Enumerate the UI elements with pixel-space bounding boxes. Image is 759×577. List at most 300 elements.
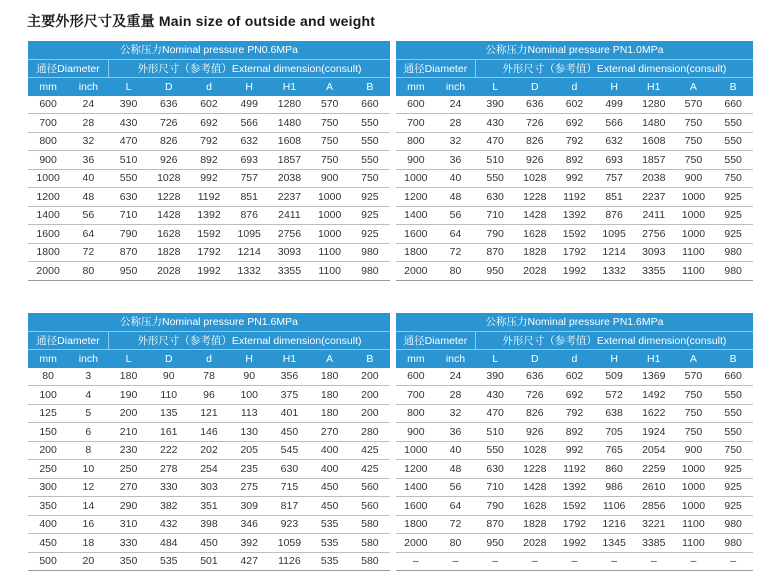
table-cell: 1400	[396, 206, 436, 225]
table-cell: –	[436, 552, 476, 571]
table-row	[28, 552, 390, 571]
table-cell: 1369	[634, 368, 674, 386]
table-cell: 750	[674, 423, 714, 442]
column-header: H1	[269, 350, 309, 368]
table-cell: 210	[108, 423, 148, 442]
column-header: B	[713, 350, 753, 368]
table-cell: 925	[713, 460, 753, 479]
table-cell: 950	[108, 262, 148, 281]
table-cell: 925	[713, 497, 753, 516]
table-cell: 1000	[396, 441, 436, 460]
column-header: mm	[396, 350, 436, 368]
table-pn16-large	[396, 313, 753, 571]
table-cell: 710	[475, 478, 515, 497]
table-cell: 630	[475, 460, 515, 479]
table-cell: 3355	[634, 262, 674, 281]
column-header: mm	[396, 78, 436, 96]
table-cell: 430	[475, 114, 515, 133]
table-cell: 425	[350, 441, 390, 460]
table-row	[28, 368, 390, 386]
table-cell: 925	[350, 206, 390, 225]
table-cell: 24	[68, 96, 108, 114]
table-cell: 630	[269, 460, 309, 479]
table-cell: 992	[555, 169, 595, 188]
table-row	[28, 386, 390, 405]
table-cell: 790	[475, 225, 515, 244]
table-cell: 510	[108, 151, 148, 170]
table-cell: 630	[108, 188, 148, 207]
table-cell: 566	[594, 114, 634, 133]
table-cell: 20	[68, 552, 108, 571]
table-row	[396, 188, 753, 207]
column-header: mm	[28, 78, 68, 96]
table-cell: 1192	[189, 188, 229, 207]
table-cell: 1428	[149, 206, 189, 225]
table-cell: 470	[108, 132, 148, 151]
table-cell: 757	[229, 169, 269, 188]
table-row	[396, 552, 753, 571]
table-cell: 980	[350, 243, 390, 262]
table-cell: 992	[555, 441, 595, 460]
table-cell: 1000	[674, 225, 714, 244]
table-cell: 200	[350, 404, 390, 423]
table-cell: 580	[350, 515, 390, 534]
table-cell: 280	[350, 423, 390, 442]
table-cell: 726	[149, 114, 189, 133]
table-cell: –	[475, 552, 515, 571]
table-cell: 390	[475, 368, 515, 386]
table-cell: 1480	[634, 114, 674, 133]
table-cell: 346	[229, 515, 269, 534]
table-cell: 800	[28, 132, 68, 151]
table-cell: 200	[108, 404, 148, 423]
column-header: B	[350, 78, 390, 96]
table-row	[396, 423, 753, 442]
table-cell: 1100	[674, 243, 714, 262]
table-cell: 550	[713, 386, 753, 405]
table-cell: 3355	[269, 262, 309, 281]
table-row	[28, 262, 390, 281]
table-cell: 660	[713, 368, 753, 386]
table-cell: 560	[350, 497, 390, 516]
table-cell: 1428	[515, 206, 555, 225]
table-cell: 1000	[396, 169, 436, 188]
table-cell: 900	[674, 169, 714, 188]
table-row	[396, 386, 753, 405]
table-cell: 350	[108, 552, 148, 571]
table-cell: 180	[108, 368, 148, 386]
table-row	[28, 206, 390, 225]
column-header: H1	[634, 78, 674, 96]
table-cell: 1857	[269, 151, 309, 170]
table-cell: 48	[68, 188, 108, 207]
column-header: A	[310, 350, 350, 368]
table-cell: 400	[310, 441, 350, 460]
column-header: d	[189, 78, 229, 96]
table-row	[396, 151, 753, 170]
table-cell: 10	[68, 460, 108, 479]
table-cell: 1280	[634, 96, 674, 114]
pressure-header-row	[28, 313, 390, 331]
table-cell: 510	[475, 151, 515, 170]
table-cell: 2237	[634, 188, 674, 207]
table-cell: 48	[436, 188, 476, 207]
table-cell: 900	[28, 151, 68, 170]
table-row	[28, 497, 390, 516]
table-row	[396, 206, 753, 225]
table-cell: 110	[149, 386, 189, 405]
table-row	[396, 96, 753, 114]
table-cell: 180	[310, 404, 350, 423]
table-cell: 32	[436, 132, 476, 151]
table-cell: 750	[674, 114, 714, 133]
table-cell: 638	[594, 404, 634, 423]
table-cell: 18	[68, 534, 108, 553]
table-cell: 90	[149, 368, 189, 386]
table-cell: 535	[310, 552, 350, 571]
column-header: H	[229, 350, 269, 368]
column-header: H1	[269, 78, 309, 96]
table-cell: 2856	[634, 497, 674, 516]
table-cell: 1992	[555, 262, 595, 281]
table-cell: 1106	[594, 497, 634, 516]
table-row	[396, 534, 753, 553]
table-row	[28, 225, 390, 244]
table-row	[396, 114, 753, 133]
table-cell: 1332	[229, 262, 269, 281]
table-cell: 792	[189, 132, 229, 151]
table-cell: 992	[189, 169, 229, 188]
table-cell: 2038	[634, 169, 674, 188]
table-cell: 851	[594, 188, 634, 207]
column-header: mm	[28, 350, 68, 368]
table-cell: 390	[475, 96, 515, 114]
table-cell: 535	[310, 515, 350, 534]
table-cell: 950	[475, 262, 515, 281]
table-cell: 470	[475, 132, 515, 151]
table-cell: 876	[594, 206, 634, 225]
table-cell: 1192	[555, 188, 595, 207]
table-cell: 430	[475, 386, 515, 405]
table-cell: 290	[108, 497, 148, 516]
table-cell: 350	[28, 497, 68, 516]
table-cell: 161	[149, 423, 189, 442]
pressure-header-row	[28, 41, 390, 59]
table-cell: 925	[350, 225, 390, 244]
table-cell: 1392	[555, 206, 595, 225]
table-cell: 1400	[28, 206, 68, 225]
dimension-header: 外形尺寸（参考值）External dimension(consult)	[108, 59, 390, 78]
column-header: B	[713, 78, 753, 96]
dimension-header: 外形尺寸（参考值）External dimension(consult)	[475, 59, 753, 78]
table-row	[396, 515, 753, 534]
table-cell: 826	[149, 132, 189, 151]
table-cell: 710	[475, 206, 515, 225]
table-cell: 430	[108, 114, 148, 133]
table-cell: 36	[436, 151, 476, 170]
pressure-header: 公称压力Nominal pressure PN1.0MPa	[396, 41, 753, 59]
table-cell: 1000	[674, 460, 714, 479]
group-header-row	[28, 331, 390, 350]
table-cell: 800	[396, 404, 436, 423]
table-cell: 375	[269, 386, 309, 405]
table-cell: 40	[436, 441, 476, 460]
table-row	[28, 188, 390, 207]
table-cell: 180	[310, 386, 350, 405]
pressure-header-row	[396, 313, 753, 331]
table-cell: 545	[269, 441, 309, 460]
table-cell: 726	[515, 386, 555, 405]
table-row	[28, 404, 390, 423]
table-cell: 2054	[634, 441, 674, 460]
table-cell: 275	[229, 478, 269, 497]
table-cell: 390	[108, 96, 148, 114]
table-cell: 300	[28, 478, 68, 497]
table-cell: 2038	[269, 169, 309, 188]
table-cell: 2411	[634, 206, 674, 225]
table-cell: 632	[594, 132, 634, 151]
column-header: inch	[436, 350, 476, 368]
table-cell: 24	[436, 368, 476, 386]
table-cell: 254	[189, 460, 229, 479]
table-cell: 986	[594, 478, 634, 497]
table-cell: 80	[436, 262, 476, 281]
table-cell: 90	[229, 368, 269, 386]
table-cell: 1792	[555, 243, 595, 262]
table-cell: 870	[475, 243, 515, 262]
group-header-row	[396, 331, 753, 350]
table-cell: 692	[189, 114, 229, 133]
table-cell: 1600	[396, 225, 436, 244]
table-cell: 1592	[555, 225, 595, 244]
table-cell: 980	[713, 515, 753, 534]
table-cell: 1028	[149, 169, 189, 188]
table-cell: 2756	[269, 225, 309, 244]
table-cell: 560	[350, 478, 390, 497]
table-cell: 392	[229, 534, 269, 553]
table-cell: 1228	[515, 460, 555, 479]
table-cell: 427	[229, 552, 269, 571]
table-cell: 710	[108, 206, 148, 225]
table-cell: 1000	[674, 478, 714, 497]
table-cell: 270	[108, 478, 148, 497]
table-cell: 1628	[515, 225, 555, 244]
table-cell: 205	[229, 441, 269, 460]
column-header: A	[310, 78, 350, 96]
column-header: inch	[436, 78, 476, 96]
table-cell: 817	[269, 497, 309, 516]
table-cell: 1392	[555, 478, 595, 497]
table-cell: 1028	[515, 441, 555, 460]
table-cell: 64	[436, 497, 476, 516]
table-cell: 96	[189, 386, 229, 405]
column-header: B	[350, 350, 390, 368]
table-row	[396, 460, 753, 479]
table-cell: 499	[594, 96, 634, 114]
column-header: H	[594, 78, 634, 96]
table-cell: 1095	[594, 225, 634, 244]
column-header: D	[149, 350, 189, 368]
column-header: d	[189, 350, 229, 368]
table-cell: 602	[555, 96, 595, 114]
column-header: L	[108, 78, 148, 96]
column-header: A	[674, 78, 714, 96]
table-cell: 56	[68, 206, 108, 225]
table-cell: 750	[310, 114, 350, 133]
diameter-header: 通径Diameter	[396, 59, 475, 78]
table-cell: 100	[229, 386, 269, 405]
table-cell: 1392	[189, 206, 229, 225]
table-cell: 950	[475, 534, 515, 553]
table-row	[28, 114, 390, 133]
table-cell: 926	[149, 151, 189, 170]
table-cell: 632	[229, 132, 269, 151]
table-cell: 660	[713, 96, 753, 114]
column-header: d	[555, 350, 595, 368]
column-header-row	[396, 78, 753, 96]
table-cell: 925	[713, 188, 753, 207]
table-cell: 72	[68, 243, 108, 262]
column-header: L	[475, 350, 515, 368]
table-cell: 750	[674, 386, 714, 405]
table-cell: 1628	[149, 225, 189, 244]
table-cell: 2259	[634, 460, 674, 479]
table-row	[28, 534, 390, 553]
table-cell: 28	[436, 386, 476, 405]
pressure-header: 公称压力Nominal pressure PN1.6MPa	[28, 313, 390, 331]
table-cell: 1200	[396, 460, 436, 479]
column-header: H1	[634, 350, 674, 368]
table-cell: 6	[68, 423, 108, 442]
table-cell: 570	[310, 96, 350, 114]
table-cell: 425	[350, 460, 390, 479]
table-cell: 900	[396, 151, 436, 170]
table-cell: 550	[350, 132, 390, 151]
table-row	[28, 243, 390, 262]
table-cell: 200	[350, 368, 390, 386]
table-cell: 1492	[634, 386, 674, 405]
column-header-row	[28, 78, 390, 96]
table-cell: 602	[189, 96, 229, 114]
table-cell: 28	[68, 114, 108, 133]
table-cell: 550	[713, 404, 753, 423]
table-cell: 509	[594, 368, 634, 386]
table-cell: 400	[28, 515, 68, 534]
table-cell: 72	[436, 515, 476, 534]
table-cell: 1000	[28, 169, 68, 188]
table-cell: 1800	[28, 243, 68, 262]
table-cell: 1200	[28, 188, 68, 207]
table-cell: 1800	[396, 243, 436, 262]
table-cell: 851	[229, 188, 269, 207]
table-cell: 1600	[396, 497, 436, 516]
table-row	[396, 497, 753, 516]
table-cell: 750	[674, 404, 714, 423]
table-cell: 72	[436, 243, 476, 262]
table-cell: 450	[310, 478, 350, 497]
table-cell: 1100	[310, 262, 350, 281]
table-cell: 765	[594, 441, 634, 460]
table-cell: 113	[229, 404, 269, 423]
table-cell: –	[555, 552, 595, 571]
table-cell: 980	[713, 243, 753, 262]
pressure-header: 公称压力Nominal pressure PN0.6MPa	[28, 41, 390, 59]
column-header: L	[108, 350, 148, 368]
table-cell: 705	[594, 423, 634, 442]
table-cell: 2756	[634, 225, 674, 244]
table-row	[28, 441, 390, 460]
table-cell: 125	[28, 404, 68, 423]
table-cell: 3093	[269, 243, 309, 262]
column-header: d	[555, 78, 595, 96]
table-row	[396, 404, 753, 423]
table-cell: 1214	[229, 243, 269, 262]
table-cell: 16	[68, 515, 108, 534]
table-cell: 121	[189, 404, 229, 423]
diameter-header: 通径Diameter	[28, 331, 108, 350]
table-cell: –	[634, 552, 674, 571]
table-cell: 892	[189, 151, 229, 170]
table-cell: 1100	[674, 534, 714, 553]
table-cell: 925	[713, 478, 753, 497]
table-cell: 550	[713, 423, 753, 442]
table-cell: 1628	[515, 497, 555, 516]
table-cell: 432	[149, 515, 189, 534]
table-cell: 3	[68, 368, 108, 386]
table-cell: 2411	[269, 206, 309, 225]
table-cell: 630	[475, 188, 515, 207]
table-cell: 2000	[28, 262, 68, 281]
table-cell: 5	[68, 404, 108, 423]
table-cell: 1200	[396, 188, 436, 207]
table-cell: 900	[396, 423, 436, 442]
table-cell: 309	[229, 497, 269, 516]
column-header: D	[149, 78, 189, 96]
column-header: inch	[68, 350, 108, 368]
table-cell: 32	[68, 132, 108, 151]
table-cell: 450	[28, 534, 68, 553]
table-row	[28, 460, 390, 479]
table-cell: 2028	[149, 262, 189, 281]
table-cell: 180	[310, 368, 350, 386]
table-cell: 40	[68, 169, 108, 188]
table-cell: 700	[28, 114, 68, 133]
table-cell: 535	[149, 552, 189, 571]
table-cell: 550	[475, 169, 515, 188]
pressure-header-row	[396, 41, 753, 59]
table-cell: 923	[269, 515, 309, 534]
table-cell: 1792	[555, 515, 595, 534]
table-cell: 64	[436, 225, 476, 244]
diameter-header: 通径Diameter	[28, 59, 108, 78]
table-cell: 925	[713, 225, 753, 244]
column-header-row	[396, 350, 753, 368]
table-cell: –	[515, 552, 555, 571]
table-cell: 3221	[634, 515, 674, 534]
table-cell: 1214	[594, 243, 634, 262]
table-cell: 980	[713, 262, 753, 281]
table-cell: 1000	[310, 225, 350, 244]
table-cell: 750	[674, 151, 714, 170]
table-cell: 450	[269, 423, 309, 442]
table-cell: 1000	[674, 188, 714, 207]
table-cell: 1100	[674, 262, 714, 281]
table-cell: 790	[108, 225, 148, 244]
table-cell: 250	[28, 460, 68, 479]
table-cell: 750	[350, 169, 390, 188]
table-cell: 692	[555, 114, 595, 133]
table-cell: 792	[555, 404, 595, 423]
